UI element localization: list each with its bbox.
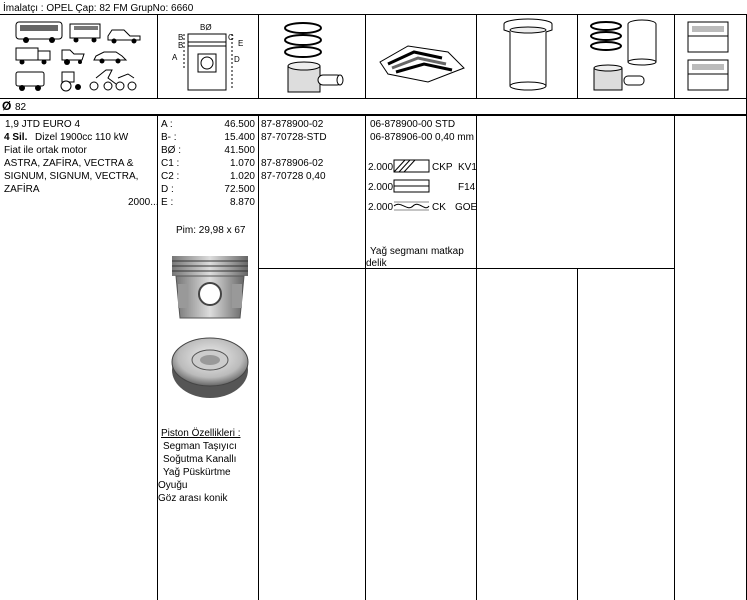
dim-value: 8.870	[229, 197, 255, 208]
oil-ring-icon	[393, 199, 431, 213]
svg-text:A: A	[172, 53, 178, 62]
vehicle-year: 2000...	[128, 197, 159, 208]
diameter-symbol: Ø	[2, 99, 12, 113]
piston-rings-pin-icon	[278, 20, 358, 96]
diameter-value: 82	[15, 102, 27, 113]
rings-liner-piston-kit-icon	[588, 18, 668, 96]
ring-type: KV1	[458, 162, 477, 173]
dim-label: D :	[161, 184, 174, 195]
piston-part-number: 87-70728-STD	[261, 132, 327, 143]
ring-type: F14	[458, 182, 476, 193]
oil-ring-note: delik	[366, 258, 387, 269]
piston-part-number: 87-878900-02	[261, 119, 324, 130]
vehicles-icon	[12, 20, 152, 96]
svg-text:D: D	[234, 55, 240, 64]
svg-text:C: C	[228, 33, 234, 42]
vehicle-models: SIGNUM, SIGNUM, VECTRA,	[4, 171, 139, 182]
ring-code: CK	[432, 202, 446, 213]
header-title: İmalatçı : OPEL Çap: 82 FM GrupNo: 6660	[3, 3, 194, 14]
ring-part-number: 06-878906-00 0,40 mm	[370, 132, 474, 143]
piston-part-number: 87-878906-02	[261, 158, 324, 169]
cylinder-liner-icon	[500, 18, 556, 96]
fuel-power: Dizel 1900cc 110 kW	[35, 132, 129, 143]
piston-cross-section-icon	[684, 18, 747, 96]
ring-set-icon	[378, 38, 466, 88]
divider	[258, 268, 674, 269]
svg-text:E: E	[238, 39, 244, 48]
svg-text:B: B	[178, 33, 184, 42]
dim-label: B- :	[161, 132, 177, 143]
compression-ring-icon	[393, 159, 431, 173]
divider	[0, 98, 747, 99]
dim-value: 72.500	[224, 184, 255, 195]
ring-part-number: 06-878900-00 STD	[370, 119, 456, 130]
ring-code: CKP	[432, 162, 453, 173]
piston-dimension-diagram-icon	[170, 20, 250, 96]
vehicle-models: ASTRA, ZAFİRA, VECTRA &	[4, 158, 134, 169]
feature-item: Oyuğu	[158, 480, 188, 491]
divider	[0, 114, 747, 116]
ring-width: 2.000	[368, 202, 394, 213]
piston-part-number: 87-70728 0,40	[261, 171, 326, 182]
cylinder-count: 4 Sil.	[4, 132, 28, 143]
dim-label: E :	[161, 197, 174, 208]
dim-label: C1 :	[161, 158, 180, 169]
engine-name: 1,9 JTD EURO 4	[5, 119, 81, 130]
features-title: Piston Özellikleri :	[161, 428, 241, 439]
dim-value: 46.500	[224, 119, 255, 130]
dim-label: C2 :	[161, 171, 180, 182]
divider	[0, 14, 747, 15]
vehicle-note: Fiat ile ortak motor	[4, 145, 87, 156]
scraper-ring-icon	[393, 179, 431, 193]
feature-item: Yağ Püskürtme	[163, 467, 231, 478]
feature-item: Göz arası konik	[158, 493, 228, 504]
feature-item: Soğutma Kanallı	[163, 454, 237, 465]
dim-value: 1.070	[229, 158, 255, 169]
piston-top-photo	[168, 330, 252, 402]
pin-size: Pim: 29,98 x 67	[176, 225, 246, 236]
feature-item: Segman Taşıyıcı	[163, 441, 237, 452]
dim-value: 15.400	[224, 132, 255, 143]
ring-width: 2.000	[368, 182, 394, 193]
dim-value: 41.500	[224, 145, 255, 156]
oil-ring-note: Yağ segmanı matkap	[370, 246, 464, 257]
ring-width: 2.000	[368, 162, 394, 173]
dim-label: A :	[161, 119, 173, 130]
vehicle-models: ZAFİRA	[4, 184, 40, 195]
piston-side-photo	[168, 250, 252, 322]
svg-text:B: B	[178, 41, 184, 50]
svg-text:BØ: BØ	[200, 23, 212, 32]
ring-type: GOE	[455, 202, 478, 213]
dim-label: BØ :	[161, 145, 182, 156]
dim-value: 1.020	[229, 171, 255, 182]
